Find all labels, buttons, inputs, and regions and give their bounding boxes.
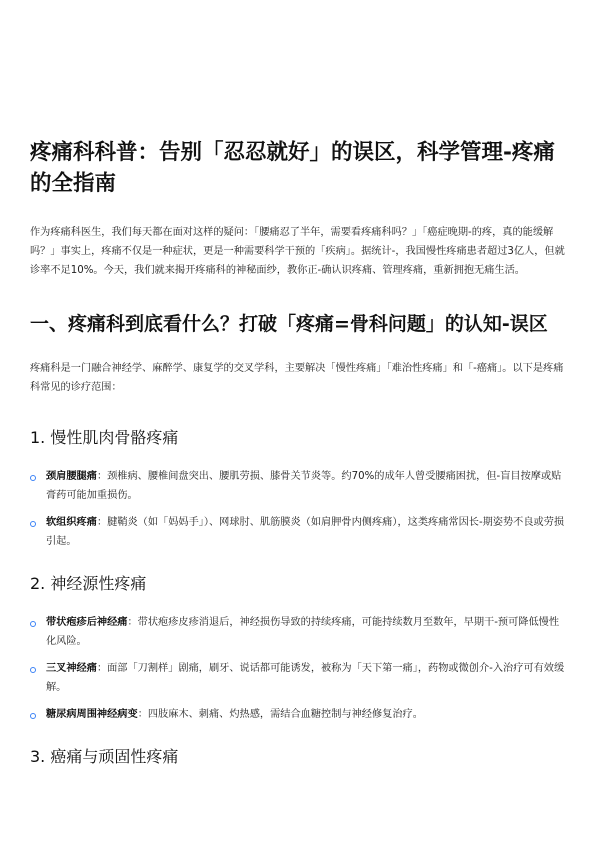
list-item-text: ：带状疱疹皮疹消退后，神经损伤导致的持续疼痛，可能持续数月至数年，早期干-预可降低慢性化风险。 [46, 617, 560, 647]
list-item [30, 705, 565, 724]
bullet-circle-icon [30, 475, 36, 481]
bullet-circle-icon [30, 713, 36, 719]
subsection-1-list [30, 467, 565, 551]
list-item [30, 613, 565, 651]
subsection-heading-2: 2. 神经源性疼痛 [30, 574, 147, 593]
subsection-heading-1: 1. 慢性肌肉骨骼疼痛 [30, 428, 179, 447]
list-item [30, 513, 565, 551]
article-title: 疼痛科科普：告别「忍忍就好」的误区，科学管理-疼痛的全指南 [30, 140, 555, 196]
list-item-text: ：面部「刀割样」剧痛，刷牙、说话都可能诱发，被称为「天下第一痛」，药物或微创介-入治疗可有效缓解。 [46, 663, 565, 693]
list-item-term: 糖尿病周围神经病变 [46, 709, 138, 720]
list-item-term: 带状疱疹后神经痛 [46, 617, 128, 628]
bullet-circle-icon [30, 521, 36, 527]
list-item-term: 软组织疼痛 [46, 517, 97, 528]
list-item [30, 467, 565, 505]
section-intro-paragraph: 疼痛科是一门融合神经学、麻醉学、康复学的交叉学科，主要解决「慢性疼痛」「难治性疼痛」和「-癌痛」。以下是疼痛科常见的诊疗范围： [30, 363, 564, 393]
bullet-circle-icon [30, 667, 36, 673]
subsection-heading-3: 3. 癌痛与顽固性疼痛 [30, 747, 179, 766]
bullet-circle-icon [30, 621, 36, 627]
section-heading-1: 一、疼痛科到底看什么？打破「疼痛=骨科问题」的认知-误区 [30, 313, 548, 335]
list-item-term: 三叉神经痛 [46, 663, 97, 674]
list-item [30, 659, 565, 697]
list-item-term: 颈肩腰腿痛 [46, 471, 97, 482]
subsection-2-list [30, 613, 565, 724]
intro-paragraph: 作为疼痛科医生，我们每天都在面对这样的疑问：「腰痛忍了半年，需要看疼痛科吗？」「癌症晚期-的疼，真的能缓解吗？」事实上，疼痛不仅是一种症状，更是一种需要科学干预的「疾病」。据统计-，我国慢性疼痛患者超过3亿人，但就诊率不足10%。今天，我们就来揭开疼痛科的神秘面纱，教你正-确认识疼痛、管理疼痛，重新拥抱无痛生活。 [30, 227, 565, 276]
list-item-text: ：颈椎病、腰椎间盘突出、腰肌劳损、膝骨关节炎等。约70%的成年人曾受腰痛困扰，但-盲目按摩或贴膏药可能加重损伤。 [46, 471, 562, 501]
list-item-text: ：四肢麻木、刺痛、灼热感，需结合血糖控制与神经修复治疗。 [137, 709, 423, 720]
list-item-text: ：腱鞘炎（如「妈妈手」）、网球肘、肌筋膜炎（如肩胛骨内侧疼痛），这类疼痛常因长-期姿势不良或劳损引起。 [46, 517, 565, 547]
